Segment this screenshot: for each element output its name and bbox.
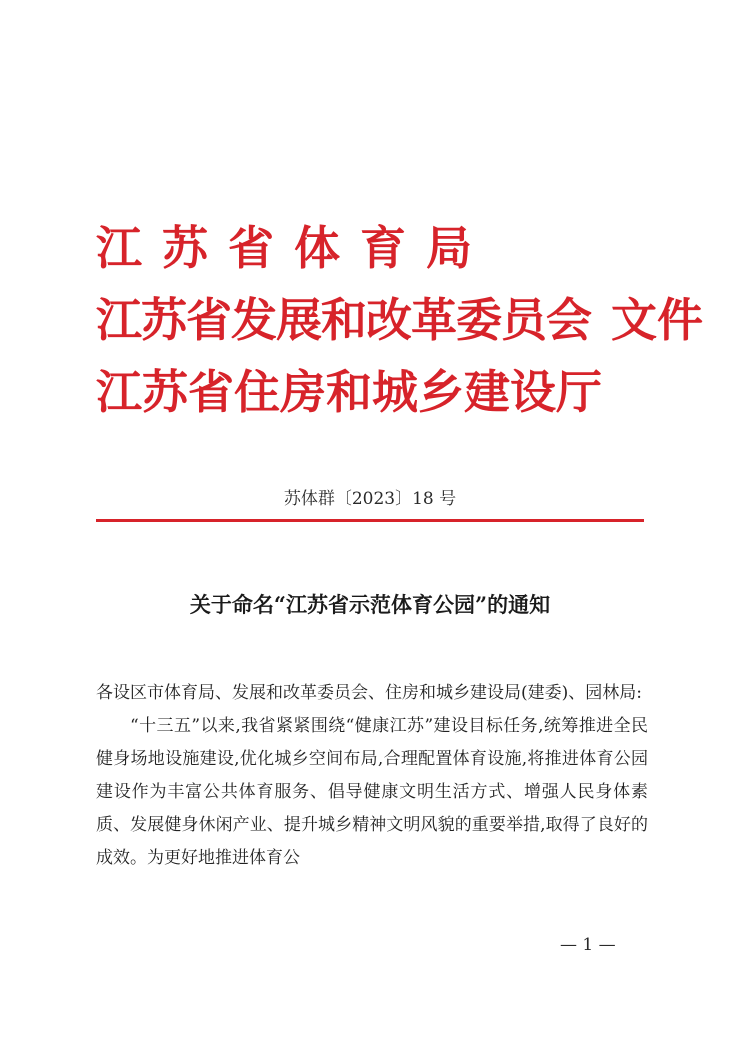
addressee-line: 各设区市体育局、发展和改革委员会、住房和城乡建设局(建委)、园林局:	[96, 683, 642, 703]
issuer-header	[96, 212, 703, 428]
page-number: — 1 —	[560, 935, 616, 955]
document-title: 关于命名“江苏省示范体育公园”的通知	[189, 592, 551, 617]
issuer-development-reform-commission: 江苏省发展和改革委员会	[96, 293, 591, 347]
document-number: 苏体群〔2023〕18 号	[283, 489, 457, 509]
file-label: 文件	[611, 293, 703, 347]
issuer-housing-construction-department: 江苏省住房和城乡建设厅	[96, 365, 602, 419]
issuer-row-3	[96, 356, 656, 428]
issuer-row-2	[96, 284, 703, 356]
issuer-row-1	[96, 212, 656, 284]
issuer-sports-bureau: 江苏省体育局	[96, 221, 492, 275]
document-body	[96, 677, 648, 875]
red-divider-line	[96, 519, 644, 522]
body-paragraph: “十三五”以来,我省紧紧围绕“健康江苏”建设目标任务,统筹推进全民健身场地设施建设,优化城乡空间布局,合理配置体育设施,将推进体育公园建设作为丰富公共体育服务、倡导健康文明生活方式、增强人民身体素质、发展健身休闲产业、提升城乡精神文明风貌的重要举措,取得了良好的成效。为更好地推进体育公	[96, 716, 648, 868]
